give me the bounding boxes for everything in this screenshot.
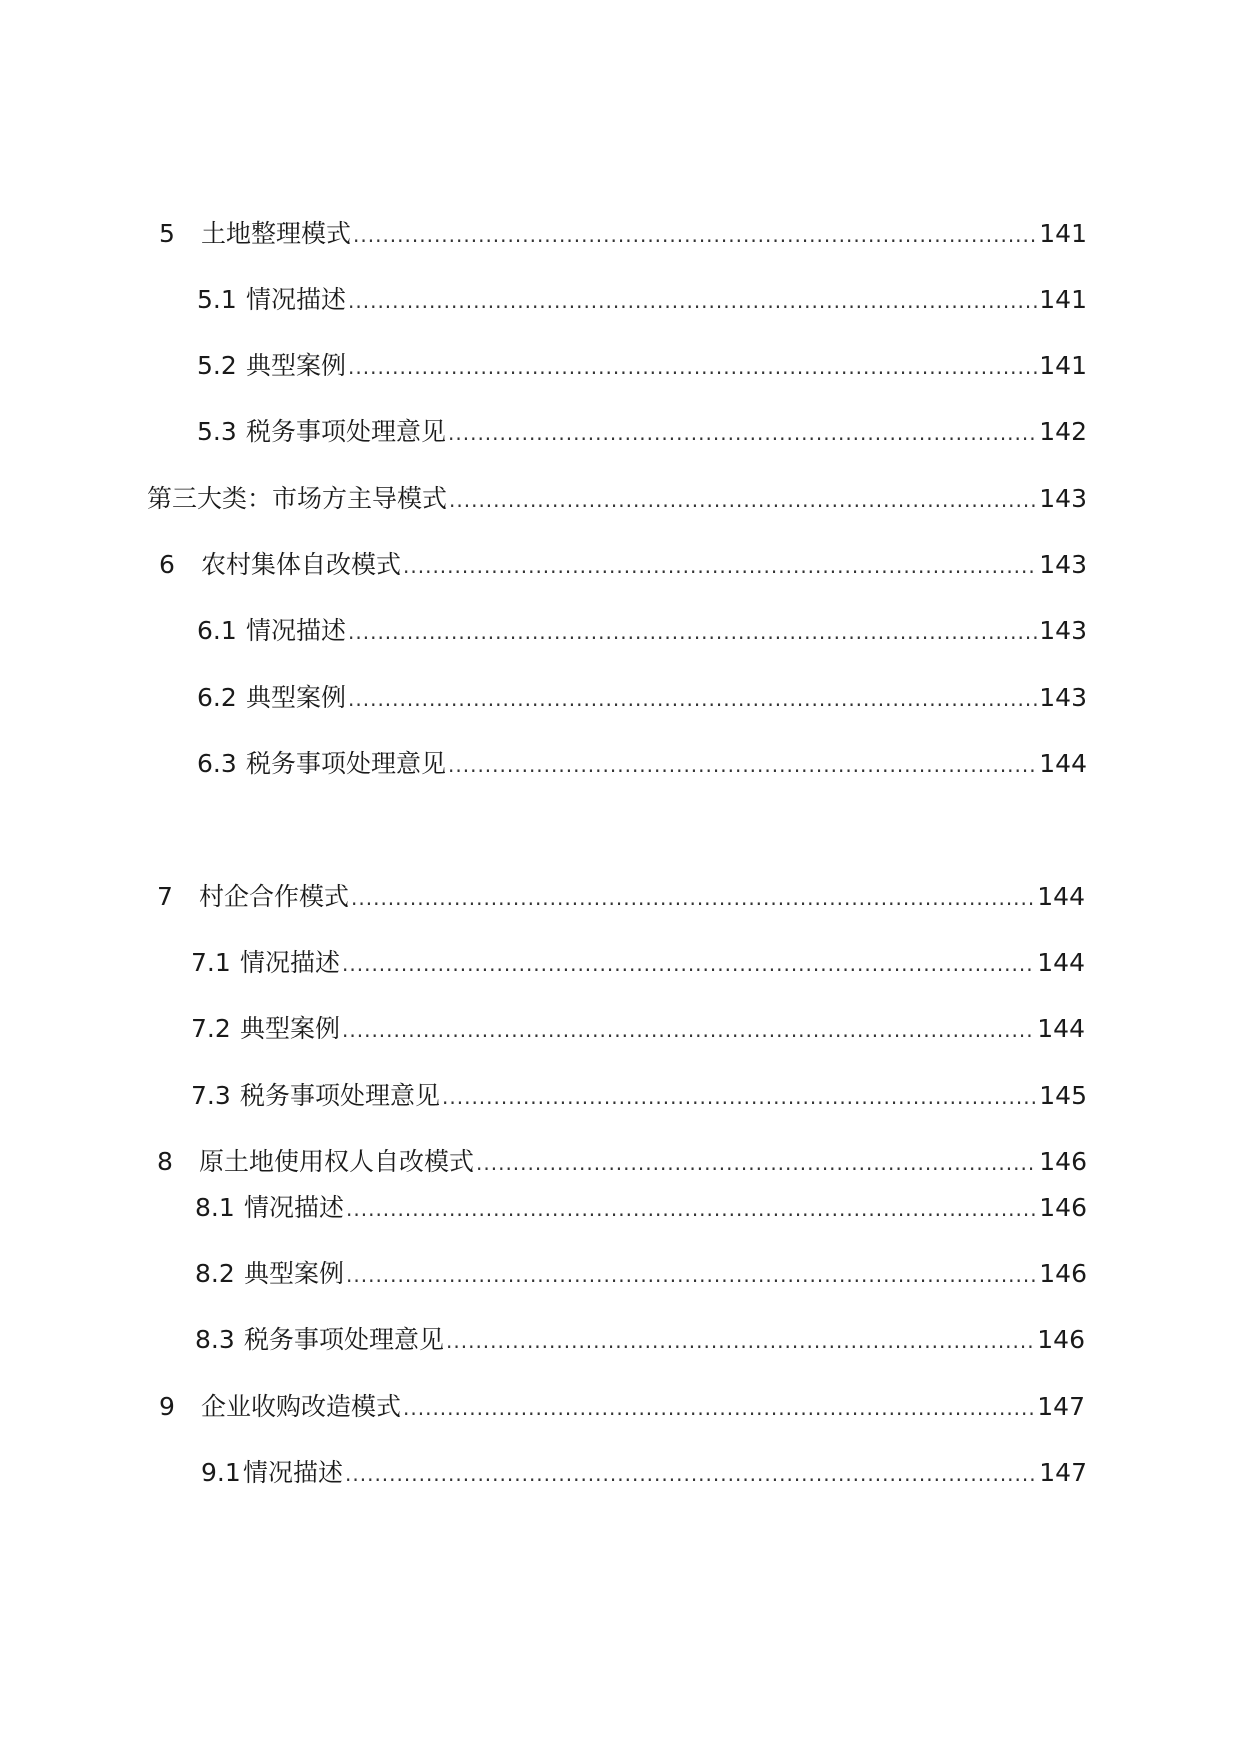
toc-leader-dots <box>448 415 1037 451</box>
toc-entry-page: 145 <box>1039 1081 1087 1110</box>
toc-entry-page: 147 <box>1037 1392 1085 1421</box>
toc-entry-title: 农村集体自改模式 <box>201 550 402 579</box>
toc-entry[interactable] <box>159 1389 1085 1426</box>
toc-leader-dots <box>351 880 1035 916</box>
toc-entry-title: 土地整理模式 <box>201 219 352 248</box>
toc-entry-number: 8.1 <box>195 1193 235 1222</box>
toc-entry[interactable] <box>197 414 1087 451</box>
toc-entry[interactable] <box>197 746 1087 783</box>
toc-leader-dots <box>353 217 1037 253</box>
toc-entry[interactable] <box>197 282 1087 319</box>
toc-entry[interactable] <box>191 945 1085 982</box>
toc-entry-number: 5.3 <box>197 417 237 446</box>
toc-leader-dots <box>345 1456 1037 1492</box>
toc-entry[interactable] <box>201 1455 1087 1492</box>
toc-leader-dots <box>448 747 1037 783</box>
toc-leader-dots <box>342 1012 1035 1048</box>
toc-entry[interactable] <box>195 1322 1085 1359</box>
toc-leader-dots <box>346 1257 1037 1293</box>
toc-entry[interactable] <box>157 879 1085 916</box>
toc-leader-dots <box>449 482 1037 518</box>
toc-entry-title: 情况描述 <box>246 616 347 645</box>
toc-entry-title: 典型案例 <box>240 1014 341 1043</box>
toc-entry-number: 8.2 <box>195 1259 235 1288</box>
toc-entry-number: 5.2 <box>197 351 237 380</box>
toc-entry-page: 142 <box>1039 417 1087 446</box>
toc-entry-title: 典型案例 <box>246 351 347 380</box>
toc-entry[interactable] <box>197 613 1087 650</box>
toc-entry-title: 税务事项处理意见 <box>240 1081 441 1110</box>
toc-entry[interactable] <box>197 348 1087 385</box>
toc-entry-title: 第三大类：市场方主导模式 <box>147 484 448 513</box>
toc-entry-title: 情况描述 <box>243 1458 344 1487</box>
toc-entry-title: 情况描述 <box>240 948 341 977</box>
toc-entry-page: 143 <box>1039 550 1087 579</box>
toc-entry-page: 147 <box>1039 1458 1087 1487</box>
toc-entry[interactable] <box>195 1190 1087 1227</box>
toc-entry[interactable] <box>159 547 1087 584</box>
toc-entry[interactable] <box>191 1078 1087 1115</box>
toc-entry-title: 原土地使用权人自改模式 <box>199 1147 475 1176</box>
toc-entry[interactable] <box>159 216 1087 253</box>
toc-leader-dots <box>348 614 1037 650</box>
toc-entry-number: 7 <box>157 882 173 911</box>
toc-entry-number: 8 <box>157 1147 173 1176</box>
toc-entry-number: 9.1 <box>201 1458 241 1487</box>
toc-entry-page: 146 <box>1039 1193 1087 1222</box>
toc-entry[interactable] <box>157 1144 1087 1181</box>
toc-leader-dots <box>403 1390 1035 1426</box>
toc-entry[interactable] <box>197 680 1087 717</box>
toc-entry-page: 141 <box>1039 351 1087 380</box>
toc-entry[interactable] <box>195 1256 1087 1293</box>
toc-entry-number: 8.3 <box>195 1325 235 1354</box>
toc-entry[interactable] <box>147 481 1087 518</box>
toc-entry[interactable] <box>191 1011 1085 1048</box>
toc-entry-page: 141 <box>1039 285 1087 314</box>
toc-entry-page: 144 <box>1037 882 1085 911</box>
toc-entry-number: 7.1 <box>191 948 231 977</box>
toc-entry-number: 5.1 <box>197 285 237 314</box>
toc-entry-number: 7.2 <box>191 1014 231 1043</box>
toc-entry-title: 企业收购改造模式 <box>201 1392 402 1421</box>
toc-entry-number: 5 <box>159 219 175 248</box>
toc-leader-dots <box>348 283 1037 319</box>
toc-entry-number: 6 <box>159 550 175 579</box>
toc-entry-page: 144 <box>1039 749 1087 778</box>
toc-entry-page: 144 <box>1037 948 1085 977</box>
toc-entry-page: 144 <box>1037 1014 1085 1043</box>
toc-entry-number: 6.1 <box>197 616 237 645</box>
toc-entry-number: 6.3 <box>197 749 237 778</box>
toc-entry-title: 典型案例 <box>244 1259 345 1288</box>
toc-entry-title: 税务事项处理意见 <box>246 749 447 778</box>
toc-leader-dots <box>403 548 1037 584</box>
toc-entry-page: 143 <box>1039 683 1087 712</box>
toc-entry-number: 6.2 <box>197 683 237 712</box>
toc-entry-page: 141 <box>1039 219 1087 248</box>
toc-entry-title: 情况描述 <box>246 285 347 314</box>
toc-entry-number: 7.3 <box>191 1081 231 1110</box>
toc-entry-page: 146 <box>1039 1147 1087 1176</box>
toc-entry-title: 村企合作模式 <box>199 882 350 911</box>
toc-leader-dots <box>476 1145 1037 1181</box>
toc-leader-dots <box>342 946 1035 982</box>
toc-leader-dots <box>348 349 1037 385</box>
toc-entry-title: 情况描述 <box>244 1193 345 1222</box>
toc-entry-page: 143 <box>1039 616 1087 645</box>
toc-leader-dots <box>446 1323 1035 1359</box>
toc-entry-title: 税务事项处理意见 <box>244 1325 445 1354</box>
toc-entry-page: 143 <box>1039 484 1087 513</box>
toc-entry-title: 税务事项处理意见 <box>246 417 447 446</box>
toc-entry-page: 146 <box>1037 1325 1085 1354</box>
toc-leader-dots <box>442 1079 1037 1115</box>
toc-entry-page: 146 <box>1039 1259 1087 1288</box>
toc-leader-dots <box>346 1191 1037 1227</box>
toc-entry-title: 典型案例 <box>246 683 347 712</box>
toc-entry-number: 9 <box>159 1392 175 1421</box>
toc-leader-dots <box>348 681 1037 717</box>
